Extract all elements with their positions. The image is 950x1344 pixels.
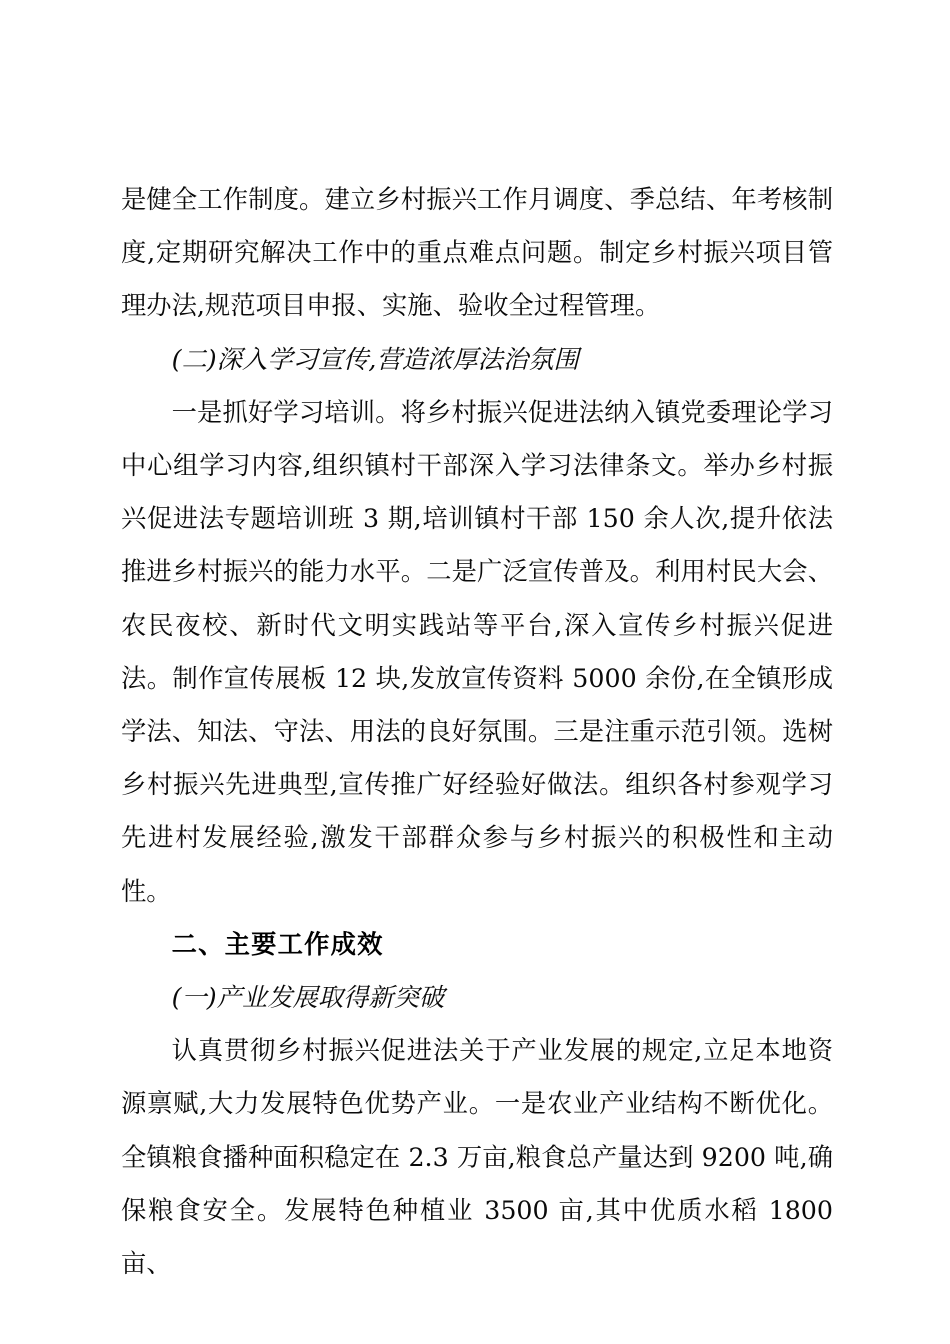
paragraph-industry-development: 认真贯彻乡村振兴促进法关于产业发展的规定,立足本地资源禀赋,大力发展特色优势产业。一是农业产业结构不断优化。全镇粮食播种面积稳定在 2.3 万亩,粮食总产量达到 9200 吨,确保粮食安全。发展特色种植业 3500 亩,其中优质水稻 1800 亩、	[121, 1036, 833, 1279]
heading-section-two: 二、主要工作成效	[171, 929, 384, 959]
subheading-study-promotion: (二)深入学习宣传,营造浓厚法治氛围	[171, 344, 579, 374]
paragraph-work-system: 是健全工作制度。建立乡村振兴工作月调度、季总结、年考核制度,定期研究解决工作中的重点难点问题。制定乡村振兴项目管理办法,规范项目申报、实施、验收全过程管理。	[121, 185, 833, 321]
document-text-block	[121, 173, 833, 1290]
subheading-industry-breakthrough: (一)产业发展取得新突破	[171, 983, 445, 1013]
paragraph-study-training: 一是抓好学习培训。将乡村振兴促进法纳入镇党委理论学习中心组学习内容,组织镇村干部深入学习法律条文。举办乡村振兴促进法专题培训班 3 期,培训镇村干部 150 余人次,提升依法推进乡村振兴的能力水平。二是广泛宣传普及。利用村民大会、农民夜校、新时代文明实践站等平台,深入宣传乡村振兴促进法。制作宣传展板 12 块,发放宣传资料 5000 余份,在全镇形成学法、知法、守法、用法的良好氛围。三是注重示范引领。选树乡村振兴先进典型,宣传推广好经验好做法。组织各村参观学习先进村发展经验,激发干部群众参与乡村振兴的积极性和主动性。	[121, 397, 833, 906]
